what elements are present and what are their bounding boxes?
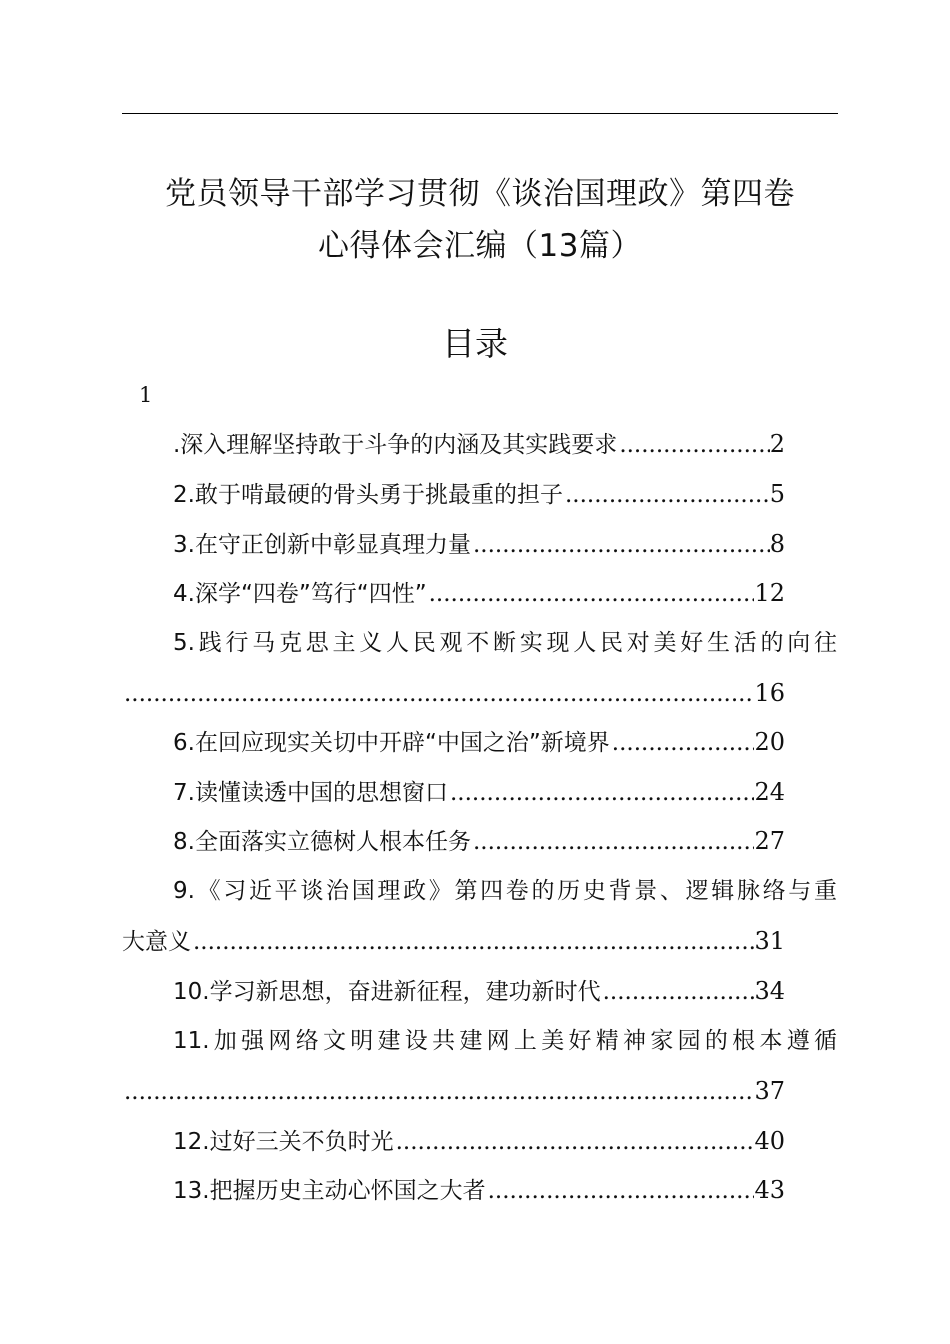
- toc-entry-5-continuation[interactable]: [122, 678, 785, 708]
- toc-entry-label: 6.在回应现实关切中开辟“中国之治”新境界: [173, 730, 610, 756]
- toc-page-number: 43: [754, 1176, 785, 1204]
- toc-entry-11-continuation[interactable]: [122, 1076, 785, 1106]
- toc-dot-leader: [191, 927, 754, 956]
- toc-dot-leader: [394, 1127, 755, 1156]
- toc-entry-label: 10.学习新思想，奋进新征程，建功新时代: [173, 979, 601, 1005]
- toc-entry-8[interactable]: [173, 826, 785, 856]
- document-title-line-2: 心得体会汇编（13篇）: [318, 228, 642, 264]
- toc-entry-label: 13.把握历史主动心怀国之大者: [173, 1178, 486, 1204]
- toc-entry-11[interactable]: [173, 1026, 837, 1056]
- toc-page-number: 12: [754, 579, 785, 607]
- toc-entry-label: 12.过好三关不负时光: [173, 1129, 394, 1155]
- toc-entry-5[interactable]: [173, 628, 837, 658]
- toc-entry-4[interactable]: [173, 578, 785, 608]
- toc-page-number: 40: [754, 1127, 785, 1155]
- toc-dot-leader: [617, 430, 769, 459]
- toc-page-number: 34: [754, 977, 785, 1005]
- toc-entry-2[interactable]: [173, 479, 785, 509]
- toc-entry-label: 3.在守正创新中彰显真理力量: [173, 532, 471, 558]
- toc-dot-leader: [122, 1077, 754, 1106]
- toc-dot-leader: [563, 480, 770, 509]
- toc-entry-13[interactable]: [173, 1175, 785, 1205]
- toc-dot-leader: [471, 530, 770, 559]
- toc-heading: 目录: [442, 324, 508, 363]
- toc-dot-leader: [448, 778, 755, 807]
- toc-entry-label-continued: 大意义: [122, 929, 191, 955]
- toc-entry-3[interactable]: [173, 529, 785, 559]
- toc-entry-label: 2.敢于啃最硬的骨头勇于挑最重的担子: [173, 482, 563, 508]
- toc-entry-12[interactable]: [173, 1126, 785, 1156]
- toc-entry-label: 5.践行马克思主义人民观不断实现人民对美好生活的向往: [173, 630, 837, 656]
- toc-entry-7[interactable]: [173, 777, 785, 807]
- toc-entry-10[interactable]: [173, 976, 785, 1006]
- toc-page-number: 31: [754, 927, 785, 955]
- toc-entry-label: 4.深学“四卷”笃行“四性”: [173, 581, 427, 607]
- toc-page-number: 8: [769, 530, 785, 558]
- toc-page-number: 5: [769, 480, 785, 508]
- toc-entry-label: 9.《习近平谈治国理政》第四卷的历史背景、逻辑脉络与重: [173, 878, 837, 904]
- toc-entry-label: 8.全面落实立德树人根本任务: [173, 829, 471, 855]
- toc-entry-9-continuation[interactable]: [122, 926, 785, 956]
- toc-page-number: 16: [754, 679, 785, 707]
- toc-entry-6[interactable]: [173, 727, 785, 757]
- toc-entry-label: .深入理解坚持敢于斗争的内涵及其实践要求: [173, 432, 618, 458]
- toc-dot-leader: [601, 977, 755, 1006]
- toc-dot-leader: [610, 728, 755, 757]
- toc-entry-1[interactable]: [173, 429, 785, 459]
- toc-entry-label: 11.加强网络文明建设共建网上美好精神家园的根本遵循: [173, 1028, 837, 1054]
- toc-dot-leader: [471, 827, 755, 856]
- toc-dot-leader: [122, 679, 754, 708]
- document-title-line-1: 党员领导干部学习贯彻《谈治国理政》第四卷: [165, 176, 795, 212]
- toc-page-number: 24: [754, 778, 785, 806]
- toc-page-number: 2: [769, 430, 785, 458]
- toc-entry-label: 7.读懂读透中国的思想窗口: [173, 780, 448, 806]
- toc-entry-9[interactable]: [173, 876, 837, 906]
- toc-page-number: 20: [754, 728, 785, 756]
- toc-page-number: 27: [754, 827, 785, 855]
- stray-page-number: 1: [139, 383, 153, 407]
- toc-dot-leader: [486, 1176, 755, 1205]
- toc-page-number: 37: [754, 1077, 785, 1105]
- toc-dot-leader: [427, 579, 755, 608]
